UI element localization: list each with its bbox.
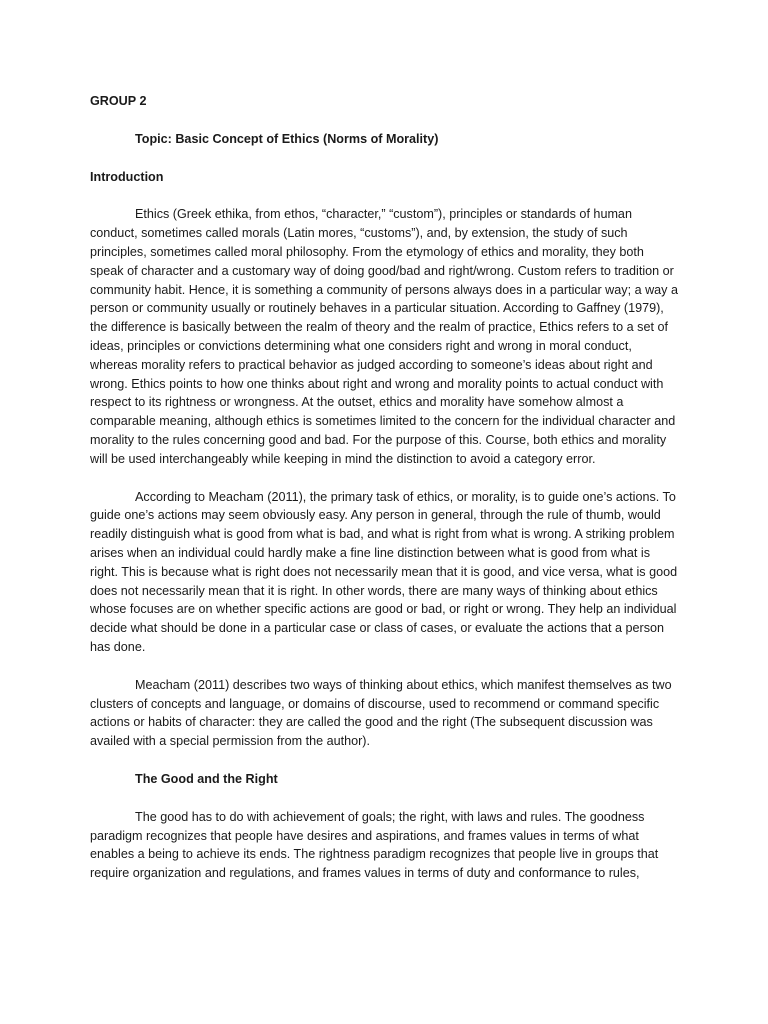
introduction-heading: Introduction [90,169,164,184]
topic-heading: Topic: Basic Concept of Ethics (Norms of Morality) [135,131,439,146]
paragraph-ethics-definition: Ethics (Greek ethika, from ethos, “character,” “custom”), principles or standards of human conduct, sometimes called morals (Latin mores, “customs”), and, by extension, the study of such principles, sometimes called moral philosophy. From the etymology of ethics and morality, they both speak of character and a customary way of doing good/bad and right/wrong. Custom refers to tradition or community habit. Hence, it is something a community of persons always does in a particular way; a way a person or community usually or routinely behaves in a particular situation. According to Gaffney (1979), the difference is basically between the realm of theory and the realm of practice, Ethics refers to a set of ideas, principles or convictions determining what one considers right and wrong in moral conduct, whereas morality refers to practical behavior as judged according to someone’s ideas about right and wrong. Ethics points to how one thinks about right and wrong and morality points to actual conduct with respect to its rightness or wrongness. At the outset, ethics and morality have somehow almost a comparable meaning, although ethics is sometimes limited to the concern for the individual character and morality to the rules concerning good and bad. For the purpose of this. Course, both ethics and morality will be used interchangeably while keeping in mind the distinction to avoid a category error. [90,207,678,466]
group-title: GROUP 2 [90,94,147,108]
section-subheading: The Good and the Right [135,771,278,786]
paragraph-good-and-right: The good has to do with achievement of goals; the right, with laws and rules. The goodness paradigm recognizes that people have desires and aspirations, and frames values in terms of what enables a being to achieve its ends. The rightness paradigm recognizes that people live in groups that require organization and regulations, and frames values in terms of duty and conformance to rules, [90,809,659,881]
paragraph-meacham-task: According to Meacham (2011), the primary task of ethics, or morality, is to guide one’s actions. To guide one’s actions may seem obviously easy. Any person in general, through the rule of thumb, would readily distinguish what is good from what is bad, and what is right from what is wrong. A striking problem arises when an individual could hardly make a fine line distinction between what is good from what is right. This is because what is right does not necessarily mean that it is good, and vice versa, what is good does not necessarily mean that it is right. In other words, there are many ways of thinking about ethics whose focuses are on whether specific actions are good or bad, or right or wrong. They help an individual decide what should be done in a particular case or class of cases, or evaluate the actions that a person has done. [90,489,678,654]
paragraph-meacham-two-ways: Meacham (2011) describes two ways of thinking about ethics, which manifest themselves as two clusters of concepts and language, or domains of discourse, used to recommend or command specific actions or habits of character: they are called the good and the right (The subsequent discussion was availed with a special permission from the author). [90,677,672,749]
